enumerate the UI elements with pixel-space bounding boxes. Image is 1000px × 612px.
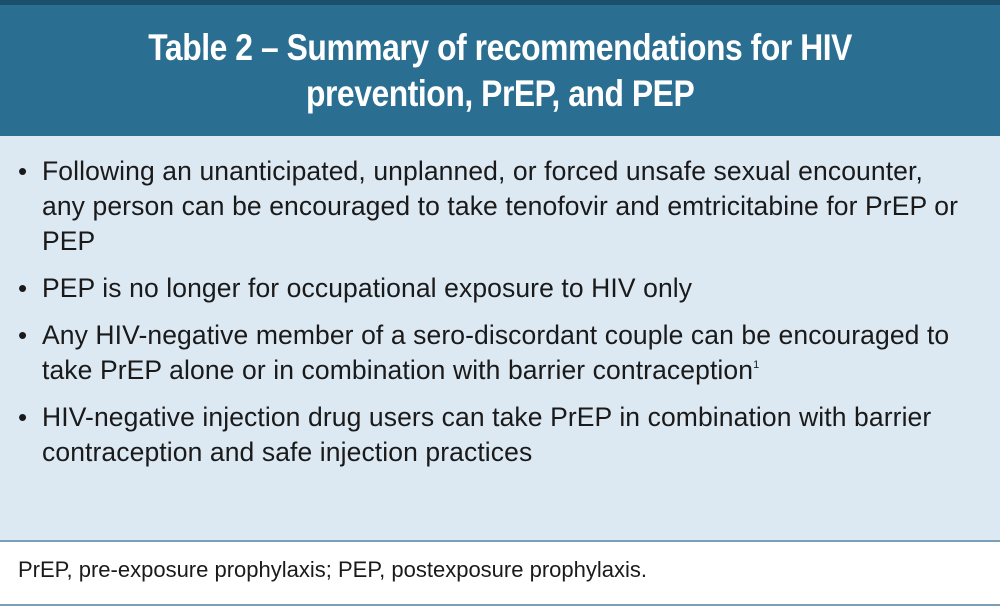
table-body (0, 136, 1000, 540)
bullet-icon: • (18, 320, 28, 350)
reference-superscript: 1 (753, 359, 760, 371)
list-item-text: PEP is no longer for occupational exposure to HIV only (42, 273, 693, 303)
list-item (18, 318, 960, 388)
title-line-2: prevention, PrEP, and PEP (305, 72, 695, 114)
bullet-icon: • (18, 402, 28, 432)
table-title (148, 25, 852, 117)
footnote-divider-bottom (0, 604, 1000, 606)
recommendation-list (18, 154, 960, 470)
list-item-text: HIV-negative injection drug users can take PrEP in combination with barrier contraception and safe injection practices (42, 402, 932, 467)
bullet-icon: • (18, 156, 28, 186)
list-item-text: Following an unanticipated, unplanned, or forced unsafe sexual encounter, any person can be encouraged to take tenofovir and emtricitabine for PrEP or PEP (42, 156, 959, 256)
table-header (0, 0, 1000, 136)
table-footnote: PrEP, pre-exposure prophylaxis; PEP, postexposure prophylaxis. (18, 557, 647, 582)
list-item-text: Any HIV-negative member of a sero-discordant couple can be encouraged to take PrEP alone or in combination with barrier contraception (42, 320, 950, 385)
list-item (18, 400, 960, 470)
list-item (18, 271, 960, 306)
bullet-icon: • (18, 273, 28, 303)
footnote-divider-top (0, 540, 1000, 542)
title-line-1: Table 2 – Summary of recommendations for HIV (148, 26, 852, 68)
list-item (18, 154, 960, 259)
